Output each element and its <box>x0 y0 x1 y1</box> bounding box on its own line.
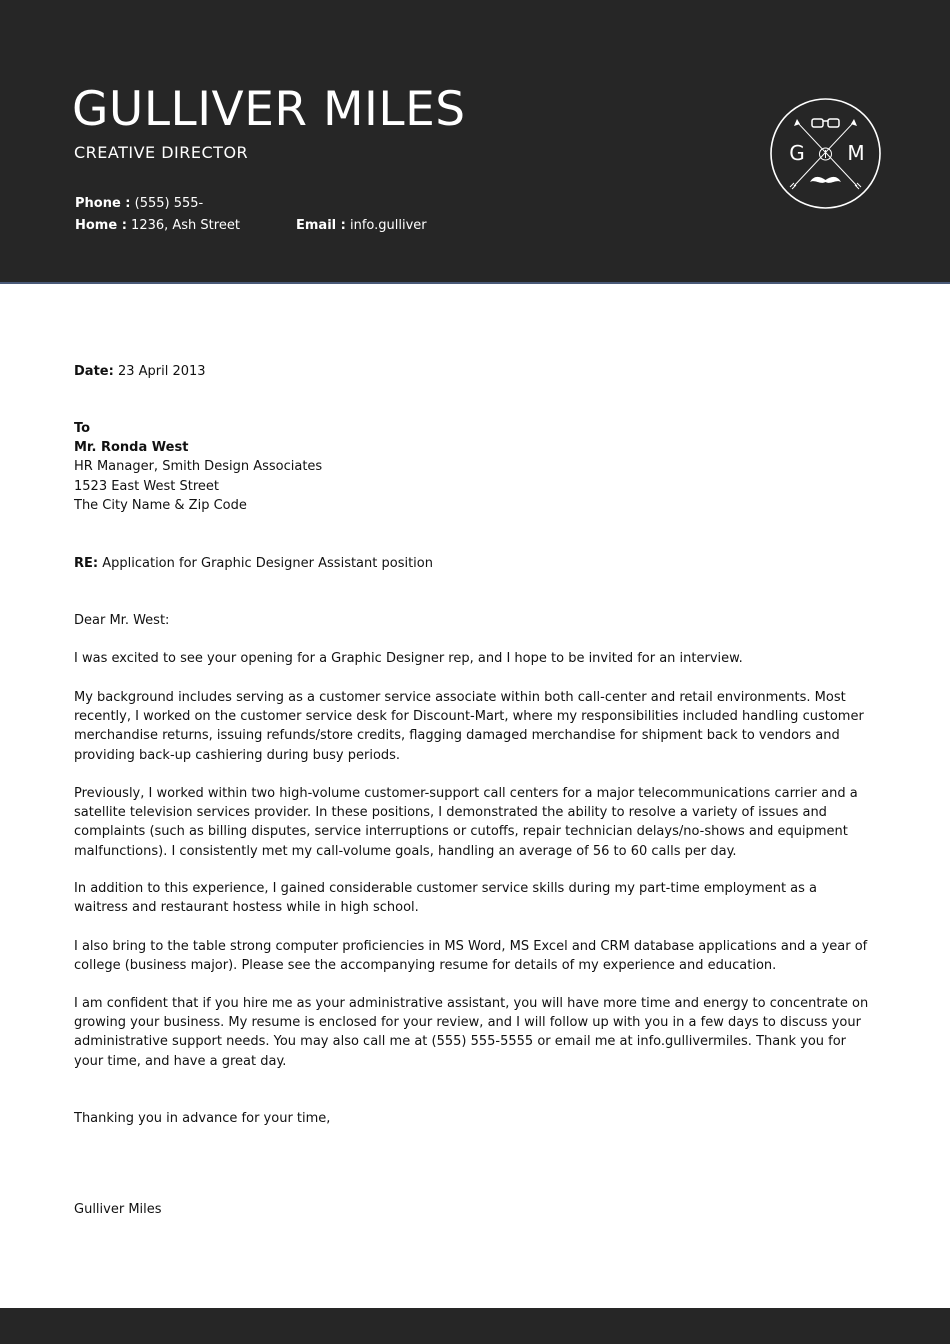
paragraph: I was excited to see your opening for a Graphic Designer rep, and I hope to be invited for an interview. <box>74 651 743 666</box>
home-label: Home : <box>75 218 127 233</box>
monogram-letter-right: M <box>847 141 865 165</box>
paragraph: In addition to this experience, I gained considerable customer service skills during my part-time employment as a waitress and restaurant hostess while in high school. <box>74 881 818 916</box>
signature: Gulliver Miles <box>74 1202 162 1217</box>
monogram-letter-left: G <box>789 141 805 165</box>
salutation: Dear Mr. West: <box>74 613 170 628</box>
contact-email <box>296 217 427 235</box>
letter-date <box>74 362 874 381</box>
letterhead-header <box>0 0 950 284</box>
email-label: Email : <box>296 218 346 233</box>
letterhead-footer <box>0 1308 950 1344</box>
recipient-line: The City Name & Zip Code <box>74 497 247 513</box>
date-value: 23 April 2013 <box>117 364 206 379</box>
phone-value: (555) 555- <box>134 196 204 211</box>
to-label: To <box>74 421 91 436</box>
monogram-logo-icon <box>769 97 882 210</box>
date-label: Date: <box>74 364 114 379</box>
recipient-block <box>74 419 874 515</box>
contact-phone <box>75 195 203 213</box>
phone-label: Phone : <box>75 196 131 211</box>
home-value: 1236, Ash Street <box>131 218 240 233</box>
paragraph: I also bring to the table strong computer proficiencies in MS Word, MS Excel and CRM database applications and a year of college (business major). Please see the accompanying resume for details of my experience and education. <box>74 939 868 974</box>
re-value: Application for Graphic Designer Assistant position <box>102 556 433 571</box>
email-value: info.gulliver <box>349 218 427 233</box>
re-label: RE: <box>74 556 99 571</box>
contact-home <box>75 217 240 235</box>
closing: Thanking you in advance for your time, <box>74 1111 331 1126</box>
recipient-name: Mr. Ronda West <box>74 440 189 456</box>
paragraph: My background includes serving as a customer service associate within both call-center and retail environments. Most recently, I worked on the customer service desk for Discount-Mart, where my responsibilities included handling customer merchandise returns, issuing refunds/store credits, flagging damaged merchandise for shipment back to vendors and providing back-up cashiering during busy periods. <box>74 690 864 763</box>
sender-name: GULLIVER MILES <box>72 82 466 137</box>
paragraph: I am confident that if you hire me as your administrative assistant, you will have more time and energy to concentrate on growing your business. My resume is enclosed for your review, and I will follow up with you in a few days to discuss your administrative support needs. You may also call me at (555) 555-5555 or email me at info.gullivermiles. Thank you for your time, and have a great day. <box>74 996 869 1069</box>
recipient-line: 1523 East West Street <box>74 478 219 494</box>
paragraph: Previously, I worked within two high-volume customer-support call centers for a major telecommunications carrier and a satellite television services provider. In these positions, I demonstrated the ability to resolve a variety of issues and complaints (such as billing disputes, service interruptions or cutoffs, repair technician delays/no-shows and equipment malfunctions). I consistently met my call-volume goals, handling an average of 56 to 60 calls per day. <box>74 786 858 859</box>
sender-title: CREATIVE DIRECTOR <box>74 143 249 162</box>
subject-line <box>74 554 874 573</box>
recipient-line: HR Manager, Smith Design Associates <box>74 459 323 475</box>
